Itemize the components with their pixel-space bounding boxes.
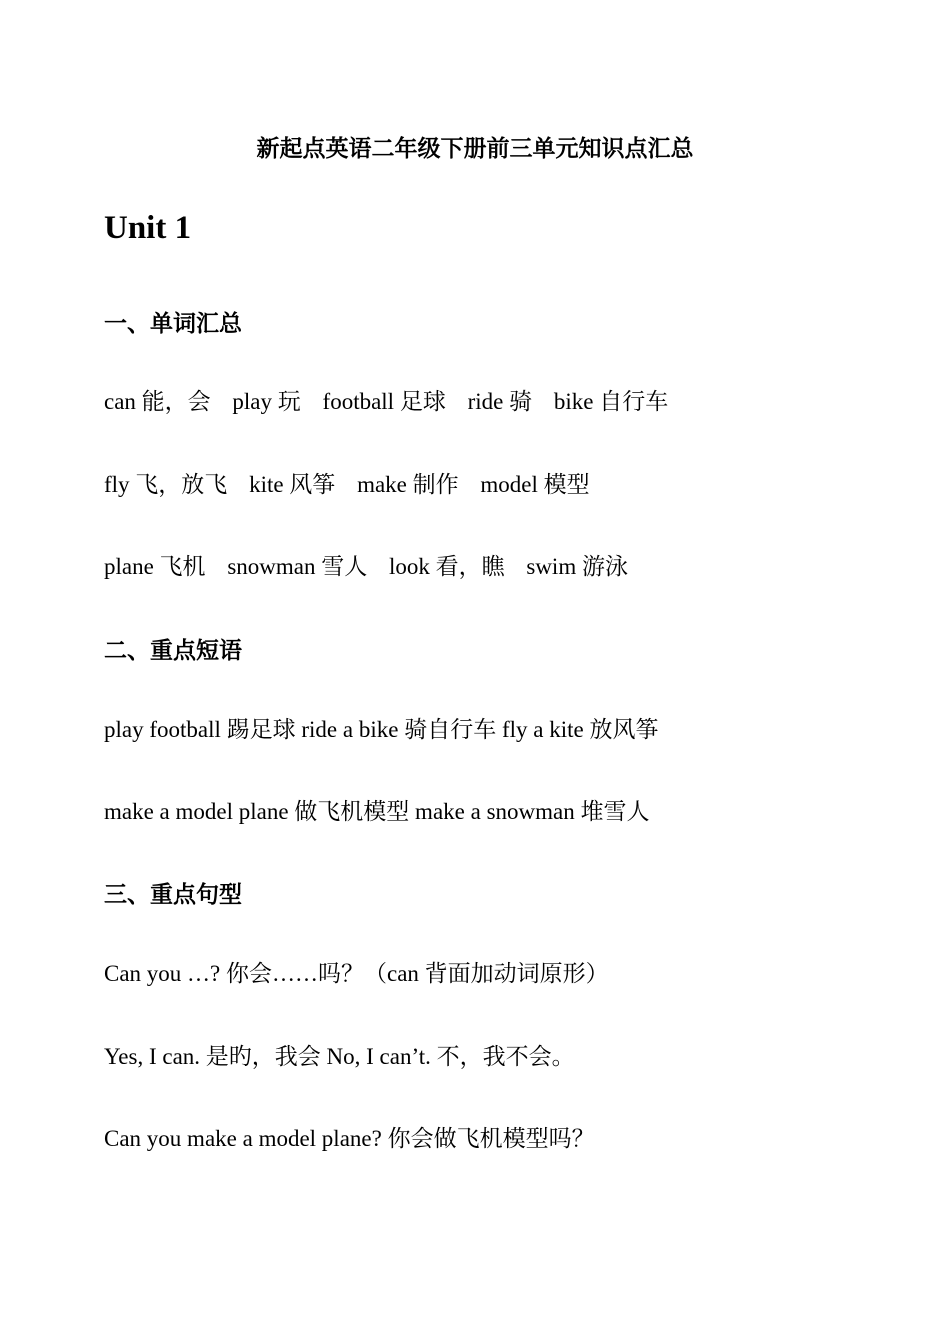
vocab-item: make 制作 [357,472,459,497]
section-heading-sentences: 三、重点句型 [104,882,242,907]
section-heading-vocabulary: 一、单词汇总 [104,311,242,336]
vocab-line [104,470,590,500]
sentence-line: Yes, I can. 是旳，我会 No, I can’t. 不，我不会。 [104,1044,575,1069]
vocab-item: ride 骑 [467,389,533,414]
vocab-item: can 能，会 [104,389,211,414]
vocab-item: football 足球 [322,389,446,414]
vocab-line [104,552,628,582]
vocab-item: model 模型 [480,472,590,497]
vocab-item: look 看，瞧 [388,554,505,579]
vocab-item: fly 飞，放飞 [104,472,228,497]
vocab-item: kite 风筝 [249,472,336,497]
sentence-line: Can you …? 你会……吗？（can 背面加动词原形） [104,961,609,986]
section-heading-phrases: 二、重点短语 [104,638,242,663]
vocab-line [104,387,668,417]
unit-heading: Unit 1 [104,210,192,246]
document-title: 新起点英语二年级下册前三单元知识点汇总 [256,136,694,161]
vocab-item: plane 飞机 [104,554,206,579]
vocab-item: swim 游泳 [526,554,628,579]
phrase-line: play football 踢足球 ride a bike 骑自行车 fly a kite 放风筝 [104,717,659,742]
phrase-line: make a model plane 做飞机模型 make a snowman 堆雪人 [104,799,650,824]
sentence-line: Can you make a model plane? 你会做飞机模型吗？ [104,1126,595,1151]
vocab-item: snowman 雪人 [227,554,368,579]
vocab-item: play 玩 [232,389,301,414]
vocab-item: bike 自行车 [553,389,669,414]
